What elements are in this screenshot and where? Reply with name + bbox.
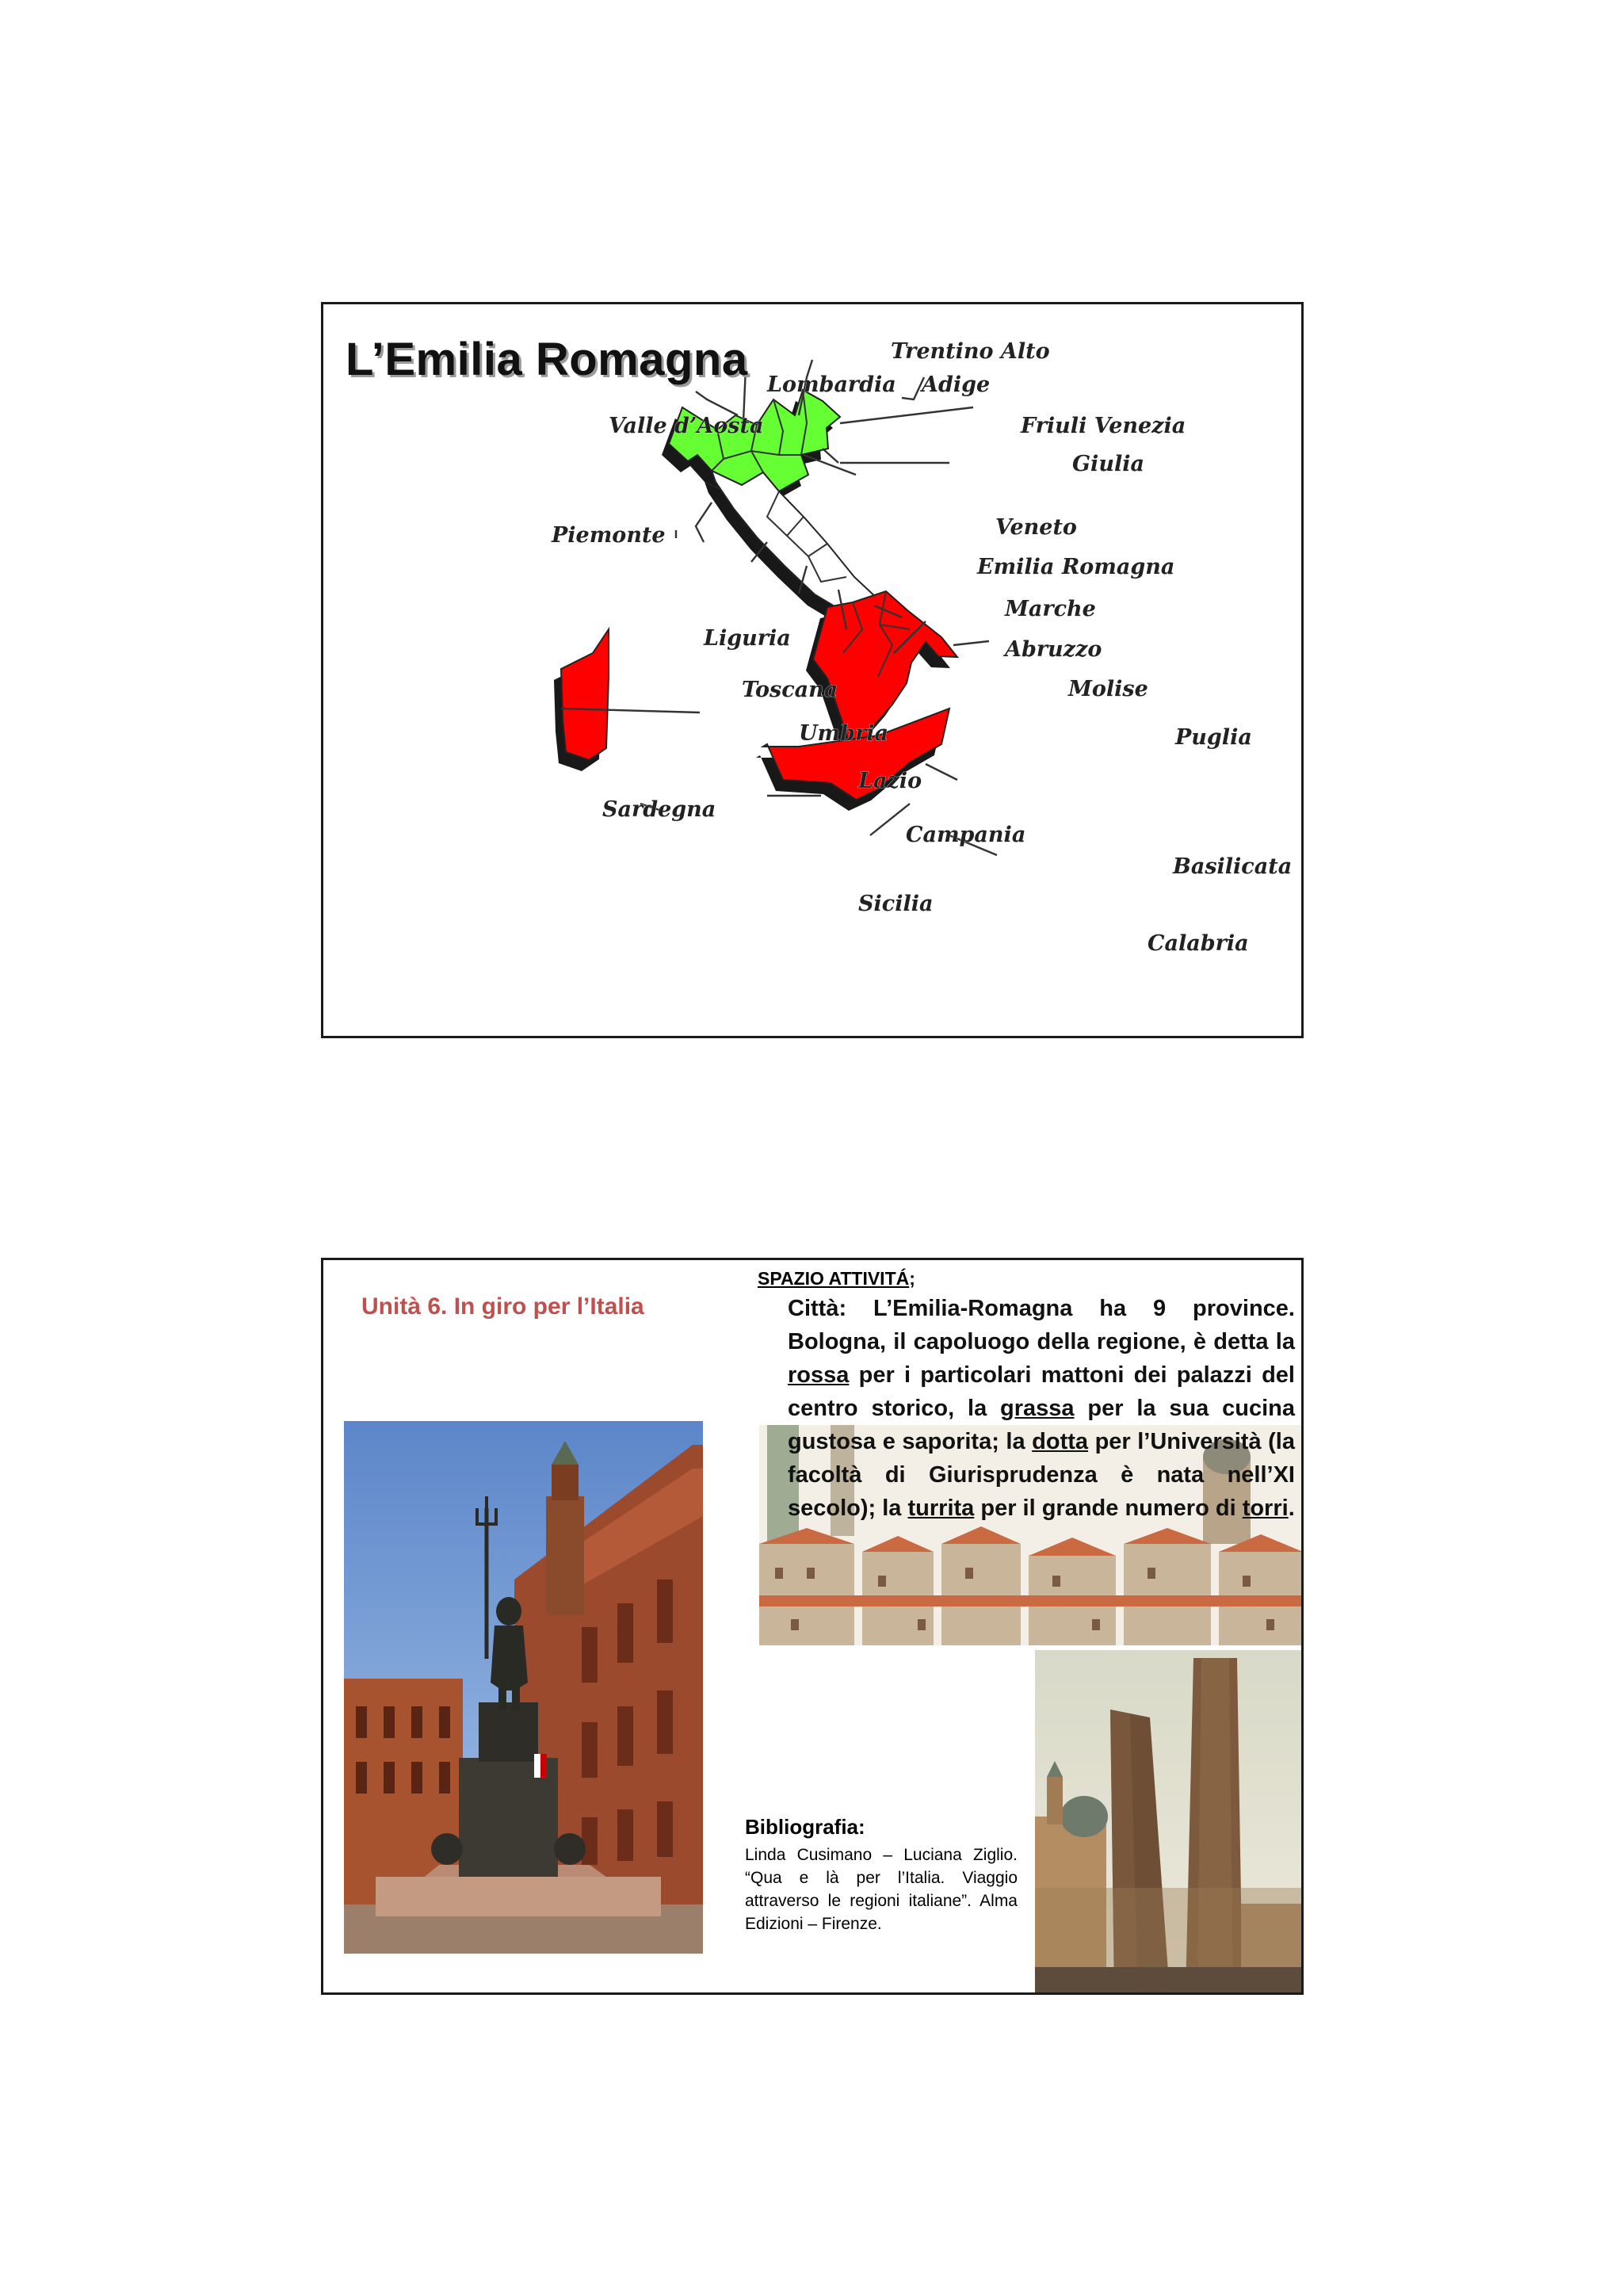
label-friuli-2: Giulia bbox=[1072, 452, 1144, 476]
slide-unit-6 bbox=[321, 1258, 1304, 1995]
photo-neptune-fountain bbox=[344, 1421, 703, 1954]
label-campania: Campania bbox=[906, 823, 1026, 847]
keyword-torri: torri bbox=[1242, 1496, 1289, 1521]
activity-heading-suffix: ; bbox=[909, 1268, 915, 1289]
label-piemonte: Piemonte bbox=[552, 523, 666, 548]
keyword-turrita: turrita bbox=[907, 1496, 975, 1521]
label-basilicata: Basilicata bbox=[1173, 854, 1293, 879]
activity-text-part: per la sua cucina gustosa e saporita; la bbox=[788, 1396, 1295, 1454]
keyword-rossa: rossa bbox=[788, 1362, 850, 1388]
label-sardegna: Sardegna bbox=[602, 797, 716, 822]
activity-text-part: per l’Università (la facoltà di Giurisprudenza è nata nell’XI secolo); la bbox=[788, 1429, 1295, 1521]
label-abruzzo: Abruzzo bbox=[1005, 637, 1102, 662]
bibliography-heading: Bibliografia: bbox=[745, 1815, 865, 1839]
bibliography-text: Linda Cusimano – Luciana Ziglio. “Qua e là per l’Italia. Viaggio attraverso le regioni italiane”. Alma Edizioni – Firenze. bbox=[745, 1846, 1018, 1933]
slide-map-emilia-romagna bbox=[321, 302, 1304, 1038]
label-toscana: Toscana bbox=[742, 678, 838, 702]
activity-text-part: per il grande numero di bbox=[974, 1496, 1243, 1521]
label-calabria: Calabria bbox=[1148, 931, 1249, 956]
label-veneto: Veneto bbox=[995, 515, 1077, 540]
label-marche: Marche bbox=[1005, 597, 1096, 621]
label-molise: Molise bbox=[1068, 677, 1148, 701]
keyword-grassa: grassa bbox=[1000, 1396, 1075, 1421]
label-umbria: Umbria bbox=[799, 721, 888, 746]
activity-paragraph bbox=[788, 1292, 1295, 1525]
activity-heading-label: SPAZIO ATTIVITÁ bbox=[758, 1268, 910, 1289]
label-puglia: Puglia bbox=[1175, 725, 1252, 750]
slide-title: L’Emilia Romagna bbox=[346, 334, 748, 385]
map-labels bbox=[323, 304, 1301, 1036]
activity-text-part: . bbox=[1288, 1496, 1295, 1521]
activity-text-part: Città: L’Emilia-Romagna ha 9 province. Bologna, il capoluogo della regione, è detta la bbox=[788, 1296, 1295, 1354]
label-valle-aosta: Valle d’Aosta bbox=[609, 414, 764, 438]
label-lombardia: Lombardia bbox=[767, 372, 896, 397]
activity-text-part: per i particolari mattoni dei palazzi del centro storico, la bbox=[788, 1362, 1295, 1421]
activity-heading bbox=[758, 1268, 915, 1289]
unit-title: Unità 6. In giro per l’Italia bbox=[361, 1293, 644, 1320]
label-liguria: Liguria bbox=[704, 626, 791, 651]
label-sicilia: Sicilia bbox=[858, 892, 934, 916]
photo-two-towers bbox=[1035, 1650, 1303, 1994]
label-trentino: Trentino Alto bbox=[891, 339, 1050, 364]
label-lazio: Lazio bbox=[858, 769, 922, 793]
label-trentino-2: Adige bbox=[922, 372, 991, 397]
label-friuli: Friuli Venezia bbox=[1021, 414, 1186, 438]
keyword-dotta: dotta bbox=[1032, 1429, 1089, 1454]
label-emilia-romagna: Emilia Romagna bbox=[977, 555, 1175, 579]
